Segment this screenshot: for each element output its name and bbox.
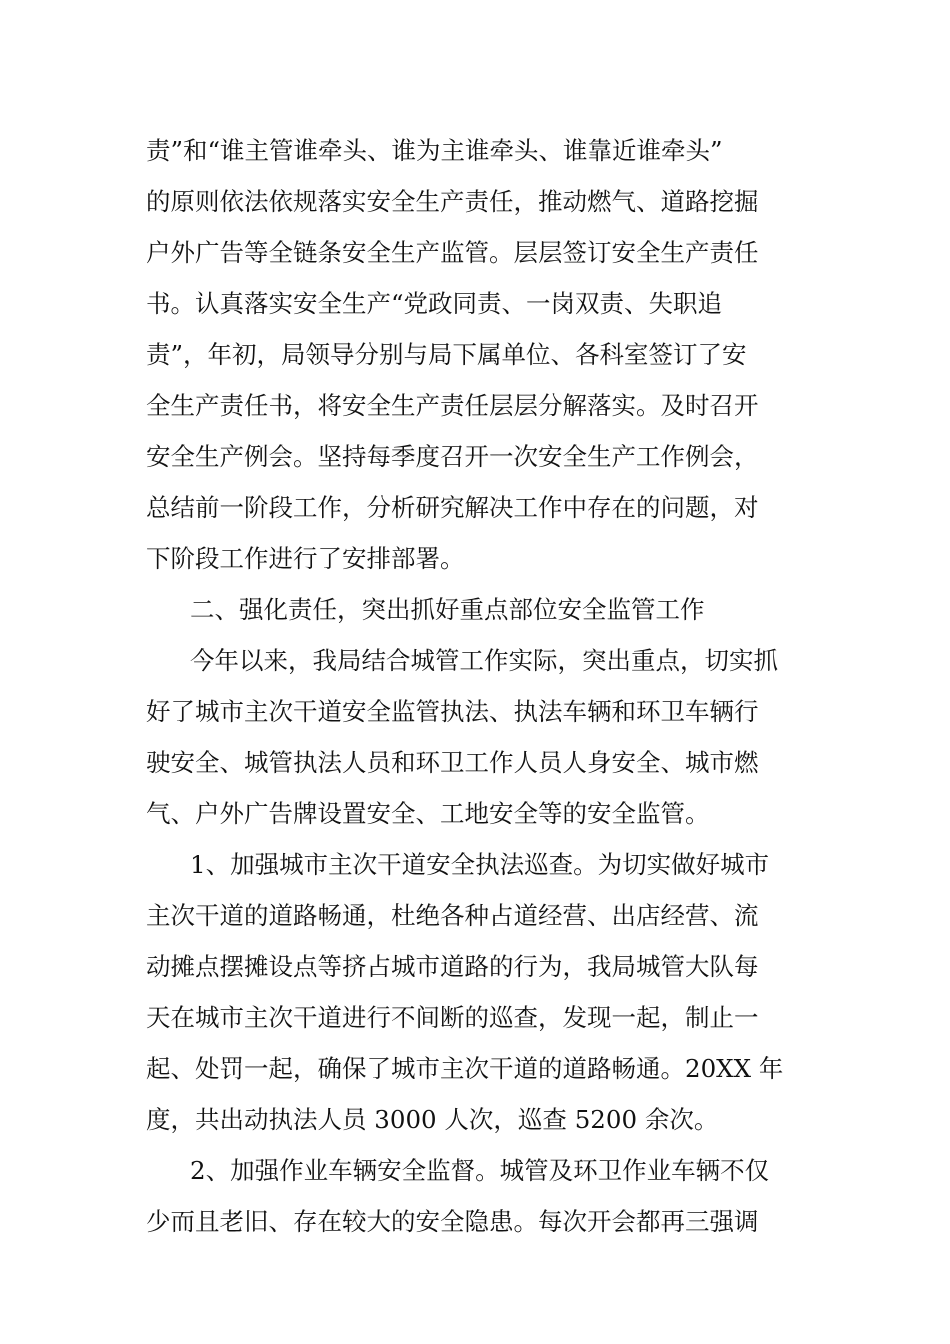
text-line: 今年以来，我局结合城管工作实际，突出重点，切实抓	[190, 646, 778, 675]
text-line: 责”和“谁主管谁牵头、谁为主谁牵头、谁靠近谁牵头”	[146, 136, 723, 165]
text-line: 起、处罚一起，确保了城市主次干道的道路畅通。20XX 年	[146, 1054, 784, 1083]
text-line: 度，共出动执法人员 3000 人次，巡查 5200 余次。	[146, 1105, 719, 1134]
text-line: 天在城市主次干道进行不间断的巡查，发现一起，制止一	[146, 1003, 759, 1032]
text-line: 书。认真落实安全生产“党政同责、一岗双责、失职追	[146, 289, 723, 318]
section-heading: 二、强化责任，突出抓好重点部位安全监管工作	[190, 595, 705, 624]
text-line: 户外广告等全链条安全生产监管。层层签订安全生产责任	[146, 238, 759, 267]
text-line: 的原则依法依规落实安全生产责任，推动燃气、道路挖掘	[146, 187, 759, 216]
text-line: 1、加强城市主次干道安全执法巡查。为切实做好城市	[190, 850, 770, 879]
text-line: 2、加强作业车辆安全监督。城管及环卫作业车辆不仅	[190, 1156, 770, 1185]
text-line: 主次干道的道路畅通，杜绝各种占道经营、出店经营、流	[146, 901, 759, 930]
text-line: 责”，年初，局领导分别与局下属单位、各科室签订了安	[146, 340, 747, 369]
text-line: 少而且老旧、存在较大的安全隐患。每次开会都再三强调	[146, 1207, 759, 1236]
text-line: 动摊点摆摊设点等挤占城市道路的行为，我局城管大队每	[146, 952, 759, 981]
document-body	[146, 125, 812, 1247]
text-line: 驶安全、城管执法人员和环卫工作人员人身安全、城市燃	[146, 748, 759, 777]
text-line: 总结前一阶段工作，分析研究解决工作中存在的问题，对	[146, 493, 759, 522]
text-line: 好了城市主次干道安全监管执法、执法车辆和环卫车辆行	[146, 697, 759, 726]
text-line: 气、户外广告牌设置安全、工地安全等的安全监管。	[146, 799, 710, 828]
text-line: 下阶段工作进行了安排部署。	[146, 544, 465, 573]
text-line: 安全生产例会。坚持每季度召开一次安全生产工作例会，	[146, 442, 759, 471]
text-line: 全生产责任书，将安全生产责任层层分解落实。及时召开	[146, 391, 759, 420]
